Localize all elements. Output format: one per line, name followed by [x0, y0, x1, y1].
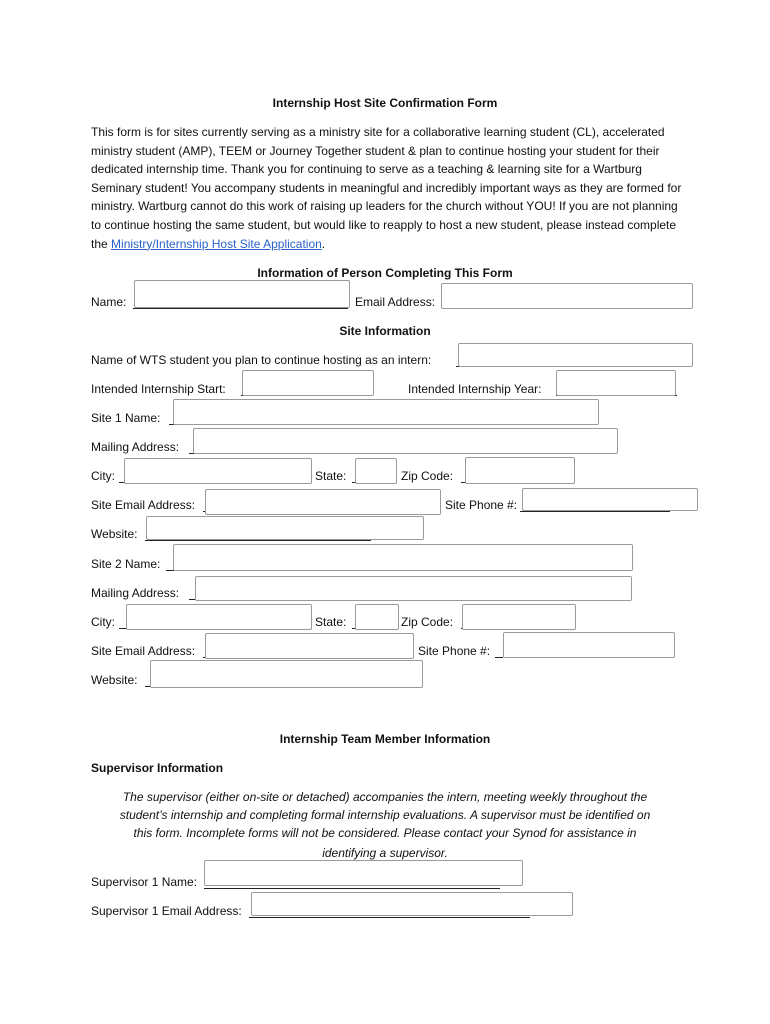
site1-email-field[interactable] — [205, 489, 441, 515]
section-person-heading: Information of Person Completing This Form — [257, 266, 513, 280]
site1-city-label: City: — [91, 469, 115, 483]
site2-website-label: Website: — [91, 673, 138, 687]
site1-website-field[interactable] — [146, 516, 424, 540]
site1-phone-field[interactable] — [522, 488, 698, 511]
site2-zip-label: Zip Code: — [401, 615, 454, 629]
site1-state-label: State: — [315, 469, 347, 483]
intro-paragraph — [91, 123, 691, 253]
email-field[interactable] — [441, 283, 693, 309]
section-site-heading: Site Information — [339, 324, 431, 338]
supervisor-text-line-3: this form. Incomplete forms will not be considered. Please contact your Synod for assistance in — [133, 826, 637, 840]
site2-state-field[interactable] — [355, 604, 399, 630]
form-title: Internship Host Site Confirmation Form — [272, 96, 498, 110]
site2-phone-field[interactable] — [503, 632, 675, 658]
site1-city-field[interactable] — [124, 458, 312, 484]
site1-state-field[interactable] — [355, 458, 397, 484]
supervisor-text-line-4: identifying a supervisor. — [322, 846, 448, 860]
supervisor-heading: Supervisor Information — [91, 761, 224, 775]
site2-city-field[interactable] — [126, 604, 312, 630]
site1-mailing-label: Mailing Address: — [91, 440, 180, 454]
start-label: Intended Internship Start: — [91, 382, 226, 396]
year-label: Intended Internship Year: — [408, 382, 542, 396]
site2-phone-label: Site Phone #: — [418, 644, 491, 658]
sup1-email-field[interactable] — [251, 892, 573, 916]
site2-phone-underline — [495, 646, 503, 658]
host-site-application-link[interactable]: Ministry/Internship Host Site Application — [111, 236, 322, 251]
site1-zip-field[interactable] — [465, 457, 575, 484]
site2-name-label: Site 2 Name: — [91, 557, 161, 571]
intro-end: . — [321, 236, 326, 251]
site1-zip-label: Zip Code: — [401, 469, 454, 483]
site2-mailing-label: Mailing Address: — [91, 586, 180, 600]
site2-zip-field[interactable] — [462, 604, 576, 630]
site1-email-label: Site Email Address: — [91, 498, 196, 512]
sup1-name-field[interactable] — [204, 860, 523, 886]
name-field[interactable] — [134, 280, 350, 308]
supervisor-text-line-1: The supervisor (either on-site or detached) accompanies the intern, meeting weekly throughout the — [122, 790, 648, 804]
site1-name-label: Site 1 Name: — [91, 411, 161, 425]
start-field[interactable] — [242, 370, 374, 396]
email-label: Email Address: — [355, 295, 436, 309]
sup1-email-label: Supervisor 1 Email Address: — [91, 904, 242, 918]
site2-city-label: City: — [91, 615, 115, 629]
supervisor-text-line-2: student’s internship and completing formal internship evaluations. A supervisor must be identified on — [119, 808, 651, 822]
student-name-field[interactable] — [458, 343, 693, 367]
site1-website-label: Website: — [91, 527, 138, 541]
site1-name-field[interactable] — [173, 399, 599, 425]
site1-mailing-field[interactable] — [193, 428, 618, 454]
site2-mailing-field[interactable] — [195, 576, 632, 601]
section-team-heading: Internship Team Member Information — [279, 732, 491, 746]
site2-name-field[interactable] — [173, 544, 633, 571]
sup1-name-label: Supervisor 1 Name: — [91, 875, 198, 889]
site2-email-field[interactable] — [205, 633, 414, 659]
site2-state-label: State: — [315, 615, 347, 629]
site2-email-label: Site Email Address: — [91, 644, 196, 658]
intro-text: This form is for sites currently serving as a ministry site for a collaborative learning student (CL), accelerated ministry student (AMP), TEEM or Journey Together student & plan to continue hosting your student for their dedicated internship time. Thank you for continuing to serve as a teaching & learning site for a Wartburg Seminary student! You accompany students in meaningful and incredibly important ways as they are formed for ministry. Wartburg cannot do this work of raising up leaders for the church without YOU! If you are not planning to continue hosting the same student, but would like to reapply to host a new student, please instead complete the — [91, 125, 682, 251]
name-label: Name: — [91, 295, 127, 309]
student-name-label: Name of WTS student you plan to continue hosting as an intern: — [91, 353, 432, 367]
site2-website-field[interactable] — [150, 660, 423, 688]
year-field[interactable] — [556, 370, 676, 396]
site1-phone-label: Site Phone #: — [445, 498, 518, 512]
